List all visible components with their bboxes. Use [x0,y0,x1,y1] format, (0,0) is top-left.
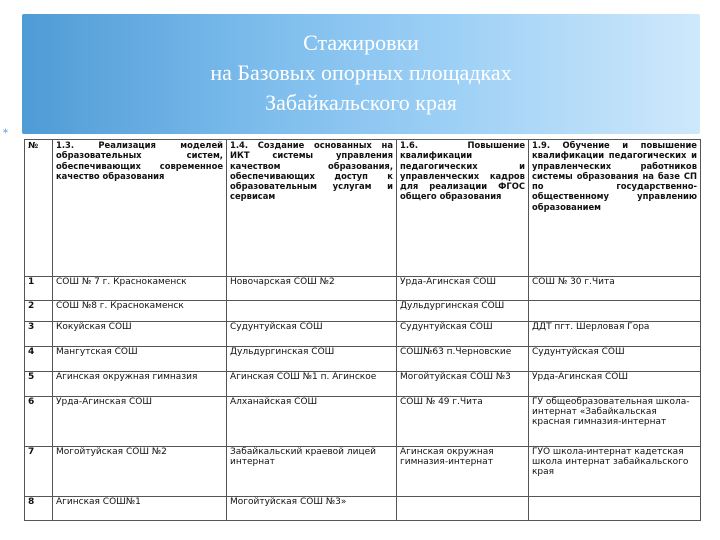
row-number: 1 [25,277,53,301]
header-direction-1-3: 1.3. Реализация моделей образовательных систем, обеспечивающих современное качество образования [53,140,227,277]
row-number: 3 [25,322,53,347]
cell-1-9: Судунтуйская СОШ [529,347,701,372]
table-row [25,322,701,347]
title-banner [22,14,700,134]
row-number: 6 [25,397,53,447]
header-direction-1-4: 1.4. Создание основанных на ИКТ системы управления качеством образования, обеспечивающих доступ к образовательным услугам и сервисам [227,140,397,277]
cell-1-3: Кокуйская СОШ [53,322,227,347]
cell-1-9 [529,301,701,322]
header-number: № [25,140,53,277]
table-row [25,397,701,447]
cell-1-9: СОШ № 30 г.Чита [529,277,701,301]
internship-table [24,139,701,521]
bullet-mark: * [3,128,8,139]
cell-1-3: СОШ №8 г. Краснокаменск [53,301,227,322]
cell-1-3: Могойтуйская СОШ №2 [53,447,227,497]
cell-1-9: ГУО школа-интернат кадетская школа интернат забайкальского края [529,447,701,497]
cell-1-3: Агинская окружная гимназия [53,372,227,397]
row-number: 5 [25,372,53,397]
cell-1-4: Судунтуйская СОШ [227,322,397,347]
cell-1-9: Урда-Агинская СОШ [529,372,701,397]
cell-1-6: СОШ№63 п.Черновские [397,347,529,372]
table-row [25,277,701,301]
cell-1-3: Урда-Агинская СОШ [53,397,227,447]
cell-1-4: Новочарская СОШ №2 [227,277,397,301]
row-number: 7 [25,447,53,497]
cell-1-6: Судунтуйская СОШ [397,322,529,347]
cell-1-3: Агинская СОШ№1 [53,497,227,521]
table-row [25,447,701,497]
header-direction-1-6: 1.6. Повышение квалификации педагогических и управленческих кадров для реализации ФГОС общего образования [397,140,529,277]
cell-1-3: СОШ № 7 г. Краснокаменск [53,277,227,301]
cell-1-4: Забайкальский краевой лицей интернат [227,447,397,497]
cell-1-6: Дульдургинская СОШ [397,301,529,322]
cell-1-3: Мангутская СОШ [53,347,227,372]
slide-title-line-3: Забайкальского края [265,90,457,115]
cell-1-6 [397,497,529,521]
cell-1-6: Агинская окружная гимназия-интернат [397,447,529,497]
row-number: 2 [25,301,53,322]
cell-1-9: ГУ общеобразовательная школа-интернат «Забайкальская красная гимназия-интернат [529,397,701,447]
table-row [25,301,701,322]
row-number: 4 [25,347,53,372]
cell-1-6: СОШ № 49 г.Чита [397,397,529,447]
header-direction-1-9: 1.9. Обучение и повышение квалификации педагогических и управленческих работников системы образования на базе СП по государственно-общественному управлению образованием [529,140,701,277]
cell-1-4: Агинская СОШ №1 п. Агинское [227,372,397,397]
cell-1-9: ДДТ пгт. Шерловая Гора [529,322,701,347]
table-header-row [25,140,701,277]
cell-1-4: Алханайская СОШ [227,397,397,447]
cell-1-4 [227,301,397,322]
cell-1-4: Дульдургинская СОШ [227,347,397,372]
table-row [25,372,701,397]
cell-1-4: Могойтуйская СОШ №3» [227,497,397,521]
cell-1-6: Урда-Агинская СОШ [397,277,529,301]
cell-1-6: Могойтуйская СОШ №3 [397,372,529,397]
cell-1-9 [529,497,701,521]
table-row [25,497,701,521]
table-row [25,347,701,372]
row-number: 8 [25,497,53,521]
slide-title-line-2: на Базовых опорных площадках [210,60,512,85]
slide-title-line-1: Стажировки [303,30,419,55]
